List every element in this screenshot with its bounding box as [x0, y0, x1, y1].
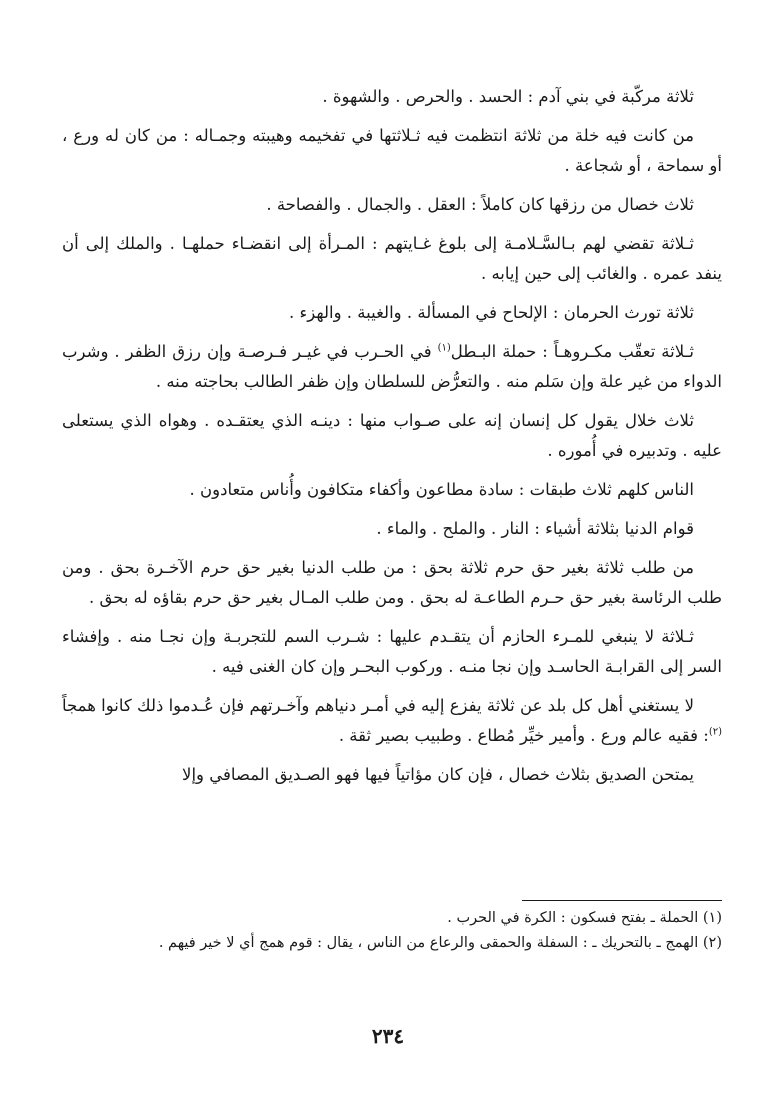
footnote-ref-2: (٢) [708, 726, 722, 738]
paragraph: من طلب ثلاثة بغير حق حرم ثلاثة بحق : من طلب الدنيا بغير حق حرم الآخـرة بحق . ومن طلب الرئاسة بغير حق حـرم الطاعـة له بحق . ومن طلب المـال بغير حق حرم بقاؤه له بحق . [62, 558, 722, 607]
paragraph-text: في الحـرب في غيـر فـرصـة وإن رزق الظفر . وشرب الدواء من غير علة وإن سَلم منه . والتعرُّض للسلطان وإن ظفر الطالب بحاجته منه . [62, 342, 722, 391]
paragraph-text: ثـلاثة تعقّب مكـروهـاً : حملة البـطل [450, 342, 694, 361]
footnote-divider [522, 900, 722, 901]
paragraph: ثلاث خلال يقول كل إنسان إنه على صـواب منها : دينـه الذي يعتقـده . وهواه الذي يستعلى عليه . وتدبيره في أُموره . [62, 411, 722, 460]
paragraph: الناس كلهم ثلاث طبقات : سادة مطاعون وأكفاء متكافون وأُناس متعادون . [189, 480, 694, 499]
paragraph: من كانت فيه خلة من ثلاثة انتظمت فيه ثـلاثتها في تفخيمه وهيبته وجمـاله : من كان له ورع ، أو سماحة ، أو شجاعة . [62, 126, 722, 175]
paragraph-text: لا يستغني أهل كل بلد عن ثلاثة يفزع إليه في أمـر دنياهم وآخـرتهم فإن عُـدموا ذلك كانوا همجاً [62, 696, 694, 715]
paragraph: ثـلاثة تقضي لهم بـالسَّـلامـة إلى بلوغ غـايتهم : المـرأة إلى انقضـاء حملهـا . والملك إلى أن ينفد عمره . والغائب إلى حين إيابه . [62, 234, 722, 283]
paragraph [62, 691, 722, 751]
paragraph [62, 337, 722, 397]
page-number: ٢٣٤ [371, 1024, 405, 1048]
footnotes [62, 906, 722, 956]
paragraph: يمتحن الصديق بثلاث خصال ، فإن كان مؤاتياً فيها فهو الصـديق المصافي وإلا [182, 765, 694, 784]
paragraph: ثلاث خصال من رزقها كان كاملاً : العقل . والجمال . والفصاحة . [266, 195, 694, 214]
paragraph-text: : فقيه عالم ورع . وأمير خيِّر مُطاع . وطبيب بصير ثقة . [338, 726, 709, 745]
paragraph: قوام الدنيا بثلاثة أشياء : النار . والملح . والماء . [376, 519, 694, 538]
paragraph: ثـلاثة لا ينبغي للمـرء الحازم أن يتقـدم عليها : شـرب السم للتجربـة وإن نجـا منه . وإفشاء السر إلى القرابـة الحاسـد وإن نجا منـه . وركوب البحـر وإن كان الغنى فيه . [62, 627, 722, 676]
footnote-2: (٢) الهمج ـ بالتحريك ـ : السفلة والحمقى والرعاع من الناس ، يقال : قوم همج أي لا خير فيهم . [158, 935, 722, 951]
paragraph: ثلاثة تورث الحرمان : الإلحاح في المسألة . والغيبة . والهزء . [289, 303, 694, 322]
footnote-1: (١) الحملة ـ بفتح فسكون : الكرة في الحرب . [447, 910, 722, 926]
footnote-ref-1: (١) [437, 342, 451, 354]
paragraph: ثلاثة مركّبة في بني آدم : الحسد . والحرص . والشهوة . [322, 87, 694, 106]
main-text [62, 82, 722, 799]
